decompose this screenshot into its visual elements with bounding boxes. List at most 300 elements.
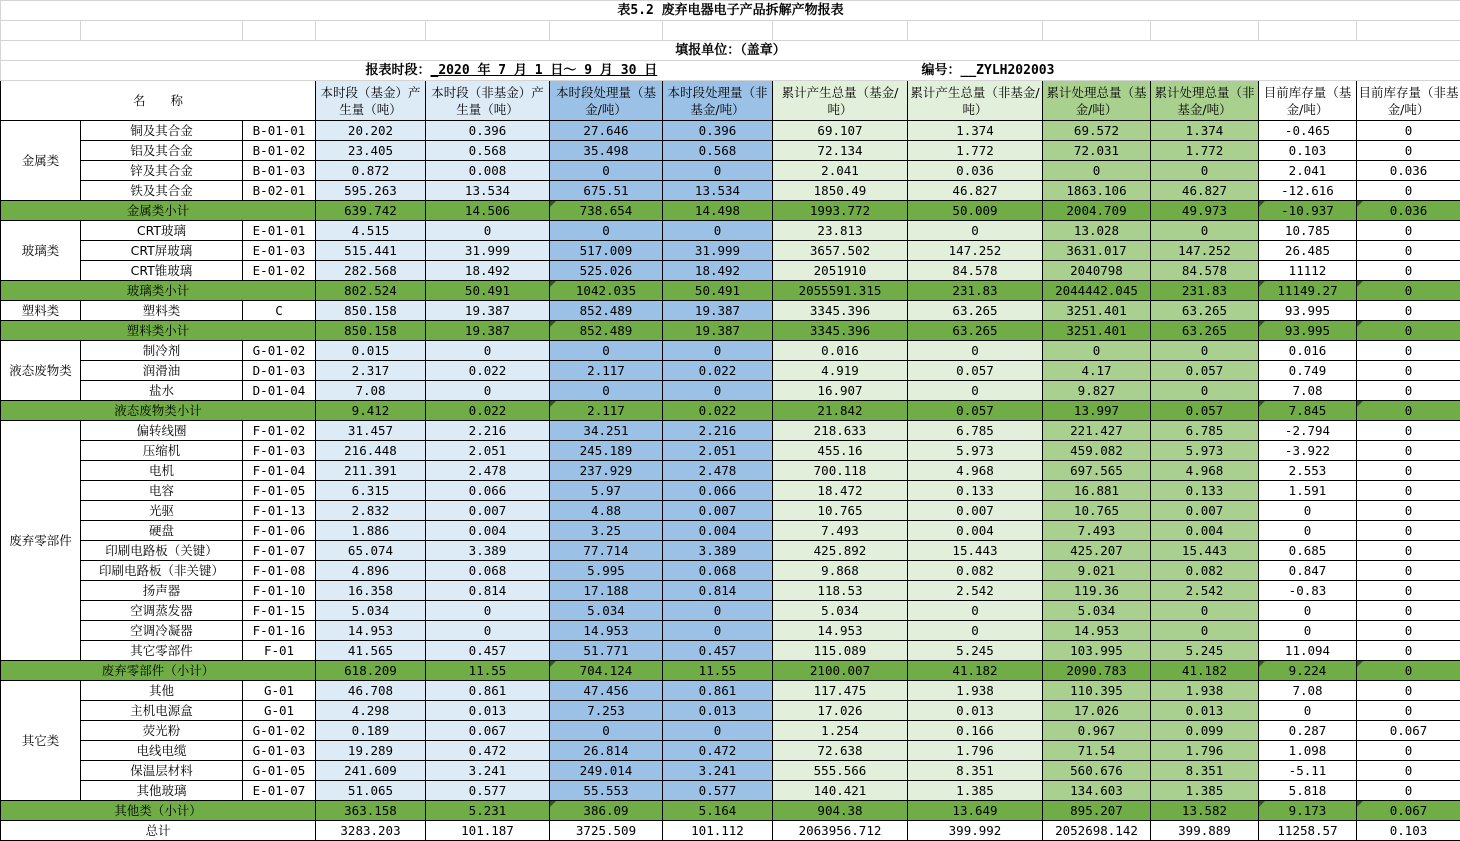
table-row bbox=[1, 301, 1460, 321]
cell-value: 63.265 bbox=[908, 301, 1043, 321]
item-name: 塑料类 bbox=[81, 301, 243, 321]
cell-value: 0 bbox=[1357, 701, 1460, 721]
cell-value: 0.007 bbox=[908, 501, 1043, 521]
cell-value: 7.493 bbox=[1043, 521, 1151, 541]
item-code: F-01-07 bbox=[243, 541, 316, 561]
cell-value: 216.448 bbox=[316, 441, 426, 461]
subtotal-value: 13.649 bbox=[908, 801, 1043, 821]
cell-value: 0.472 bbox=[663, 741, 773, 761]
item-name: 锌及其合金 bbox=[81, 161, 243, 181]
cell-value: 10.785 bbox=[1259, 221, 1357, 241]
cell-value: 2.542 bbox=[908, 581, 1043, 601]
item-name: 荧光粉 bbox=[81, 721, 243, 741]
cell-value: 26.485 bbox=[1259, 241, 1357, 261]
subtotal-value: 63.265 bbox=[1151, 321, 1259, 341]
table-row bbox=[1, 221, 1460, 241]
item-code: G-01-02 bbox=[243, 721, 316, 741]
subtotal-value: 14.506 bbox=[426, 201, 550, 221]
cell-value: 0 bbox=[426, 601, 550, 621]
cell-value: 0 bbox=[426, 221, 550, 241]
item-code: B-02-01 bbox=[243, 181, 316, 201]
item-name: 铝及其合金 bbox=[81, 141, 243, 161]
cell-value: 0 bbox=[1357, 741, 1460, 761]
cell-value: 241.609 bbox=[316, 761, 426, 781]
subtotal-value: 19.387 bbox=[663, 321, 773, 341]
subtotal-label: 液态废物类小计 bbox=[1, 401, 316, 421]
cell-value: 2.832 bbox=[316, 501, 426, 521]
cell-value: 11112 bbox=[1259, 261, 1357, 281]
cell-value: 0.133 bbox=[908, 481, 1043, 501]
cell-value: 0.007 bbox=[1151, 501, 1259, 521]
item-code: F-01 bbox=[243, 641, 316, 661]
subtotal-value: 3251.401 bbox=[1043, 321, 1151, 341]
cell-value: 4.919 bbox=[773, 361, 908, 381]
cell-value: 0.396 bbox=[663, 121, 773, 141]
cell-value: 0 bbox=[663, 381, 773, 401]
subtotal-value: 11.55 bbox=[663, 661, 773, 681]
item-code: E-01-03 bbox=[243, 241, 316, 261]
cell-value: 8.351 bbox=[1151, 761, 1259, 781]
cell-value: 0 bbox=[550, 341, 663, 361]
cell-value: 0 bbox=[1357, 781, 1460, 801]
subtotal-row bbox=[1, 321, 1460, 341]
cell-value: 7.493 bbox=[773, 521, 908, 541]
subtotal-value: 49.973 bbox=[1151, 201, 1259, 221]
subtotal-value: 1993.772 bbox=[773, 201, 908, 221]
cell-value: 84.578 bbox=[1151, 261, 1259, 281]
item-code: F-01-04 bbox=[243, 461, 316, 481]
cell-value: 0 bbox=[1357, 181, 1460, 201]
subtotal-value: 11149.27 bbox=[1259, 281, 1357, 301]
cell-value: 55.553 bbox=[550, 781, 663, 801]
subtotal-label: 玻璃类小计 bbox=[1, 281, 316, 301]
cell-value: 3657.502 bbox=[773, 241, 908, 261]
cell-value: 16.881 bbox=[1043, 481, 1151, 501]
item-code: G-01 bbox=[243, 701, 316, 721]
subtotal-value: 13.997 bbox=[1043, 401, 1151, 421]
cell-value: 675.51 bbox=[550, 181, 663, 201]
subtotal-value: 895.207 bbox=[1043, 801, 1151, 821]
subtotal-value: 2.117 bbox=[550, 401, 663, 421]
cell-value: 13.534 bbox=[663, 181, 773, 201]
item-name: 盐水 bbox=[81, 381, 243, 401]
cell-value: 0.004 bbox=[908, 521, 1043, 541]
table-row bbox=[1, 621, 1460, 641]
table-row bbox=[1, 761, 1460, 781]
total-value: 101.112 bbox=[663, 821, 773, 841]
cell-value: 0 bbox=[663, 721, 773, 741]
cell-value: 0 bbox=[1151, 621, 1259, 641]
cell-value: 237.929 bbox=[550, 461, 663, 481]
cell-value: 0.013 bbox=[1151, 701, 1259, 721]
item-code: G-01-05 bbox=[243, 761, 316, 781]
cell-value: 211.391 bbox=[316, 461, 426, 481]
table-row bbox=[1, 481, 1460, 501]
cell-value: 0.568 bbox=[426, 141, 550, 161]
subtotal-value: 13.582 bbox=[1151, 801, 1259, 821]
cell-value: 0 bbox=[1357, 221, 1460, 241]
table-row bbox=[1, 121, 1460, 141]
item-name: 保温层材料 bbox=[81, 761, 243, 781]
total-row bbox=[1, 821, 1460, 841]
cell-value: 0.068 bbox=[663, 561, 773, 581]
cell-value: 0 bbox=[1357, 141, 1460, 161]
subtotal-value: 0 bbox=[1357, 281, 1460, 301]
subtotal-value: 19.387 bbox=[426, 321, 550, 341]
cell-value: 2.542 bbox=[1151, 581, 1259, 601]
cell-value: -3.922 bbox=[1259, 441, 1357, 461]
item-code: F-01-08 bbox=[243, 561, 316, 581]
item-name: 空调冷凝器 bbox=[81, 621, 243, 641]
cell-value: 0.008 bbox=[426, 161, 550, 181]
item-code: F-01-02 bbox=[243, 421, 316, 441]
cell-value: 18.472 bbox=[773, 481, 908, 501]
cell-value: 0.082 bbox=[1151, 561, 1259, 581]
cell-value: 27.646 bbox=[550, 121, 663, 141]
cell-value: 2.051 bbox=[663, 441, 773, 461]
cell-value: 0 bbox=[1043, 341, 1151, 361]
cell-value: 2.216 bbox=[663, 421, 773, 441]
cell-value: 63.265 bbox=[1151, 301, 1259, 321]
cell-value: 1.772 bbox=[1151, 141, 1259, 161]
cell-value: 850.158 bbox=[316, 301, 426, 321]
header-row bbox=[1, 81, 1460, 121]
cell-value: 0.099 bbox=[1151, 721, 1259, 741]
cell-value: 425.207 bbox=[1043, 541, 1151, 561]
cell-value: 3631.017 bbox=[1043, 241, 1151, 261]
subtotal-value: 852.489 bbox=[550, 321, 663, 341]
cell-value: 0 bbox=[550, 161, 663, 181]
table-row bbox=[1, 181, 1460, 201]
subtotal-value: 0.057 bbox=[908, 401, 1043, 421]
cell-value: 46.827 bbox=[1151, 181, 1259, 201]
cell-value: 0.016 bbox=[1259, 341, 1357, 361]
subtotal-value: 7.845 bbox=[1259, 401, 1357, 421]
cell-value: -0.83 bbox=[1259, 581, 1357, 601]
cell-value: 0 bbox=[1357, 601, 1460, 621]
subtotal-value: 904.38 bbox=[773, 801, 908, 821]
subtotal-value: 50.009 bbox=[908, 201, 1043, 221]
header-col: 本时段处理量（非基金/吨） bbox=[663, 81, 773, 121]
item-name: 扬声器 bbox=[81, 581, 243, 601]
item-code: C bbox=[243, 301, 316, 321]
cell-value: 0.057 bbox=[1151, 361, 1259, 381]
cell-value: 0 bbox=[1357, 681, 1460, 701]
cell-value: 103.995 bbox=[1043, 641, 1151, 661]
cell-value: 3345.396 bbox=[773, 301, 908, 321]
subtotal-row bbox=[1, 661, 1460, 681]
cell-value: 20.202 bbox=[316, 121, 426, 141]
cell-value: 3251.401 bbox=[1043, 301, 1151, 321]
header-col: 本时段处理量（基金/吨） bbox=[550, 81, 663, 121]
item-code: F-01-13 bbox=[243, 501, 316, 521]
cell-value: 41.565 bbox=[316, 641, 426, 661]
cell-value: 9.021 bbox=[1043, 561, 1151, 581]
cell-value: 0.189 bbox=[316, 721, 426, 741]
cell-value: 0 bbox=[908, 621, 1043, 641]
cell-value: 1.385 bbox=[908, 781, 1043, 801]
cell-value: 3.389 bbox=[663, 541, 773, 561]
subtotal-value: 9.412 bbox=[316, 401, 426, 421]
cell-value: 51.065 bbox=[316, 781, 426, 801]
item-code: F-01-06 bbox=[243, 521, 316, 541]
code-value: __ZYLH202003 bbox=[961, 63, 1055, 78]
item-name: 印刷电路板（关键） bbox=[81, 541, 243, 561]
cell-value: 852.489 bbox=[550, 301, 663, 321]
subtotal-value: 9.173 bbox=[1259, 801, 1357, 821]
cell-value: 0.103 bbox=[1259, 141, 1357, 161]
item-name: CRT屏玻璃 bbox=[81, 241, 243, 261]
total-value: 3283.203 bbox=[316, 821, 426, 841]
cell-value: 0.013 bbox=[908, 701, 1043, 721]
cell-value: 19.387 bbox=[663, 301, 773, 321]
item-code: D-01-03 bbox=[243, 361, 316, 381]
table-row bbox=[1, 701, 1460, 721]
cell-value: 0 bbox=[1357, 621, 1460, 641]
cell-value: 5.973 bbox=[908, 441, 1043, 461]
cell-value: 9.868 bbox=[773, 561, 908, 581]
cell-value: 0 bbox=[1151, 381, 1259, 401]
total-value: 101.187 bbox=[426, 821, 550, 841]
subtotal-row bbox=[1, 201, 1460, 221]
group-name: 塑料类 bbox=[1, 301, 81, 321]
subtotal-value: 639.742 bbox=[316, 201, 426, 221]
subtotal-value: 850.158 bbox=[316, 321, 426, 341]
cell-value: 0.067 bbox=[426, 721, 550, 741]
cell-value: 2.478 bbox=[426, 461, 550, 481]
item-name: 电机 bbox=[81, 461, 243, 481]
cell-value: 0 bbox=[1357, 261, 1460, 281]
cell-value: -0.465 bbox=[1259, 121, 1357, 141]
cell-value: 17.026 bbox=[773, 701, 908, 721]
cell-value: 0 bbox=[1357, 501, 1460, 521]
item-name: 电线电缆 bbox=[81, 741, 243, 761]
cell-value: 2.041 bbox=[773, 161, 908, 181]
table-row bbox=[1, 541, 1460, 561]
item-name: 铁及其合金 bbox=[81, 181, 243, 201]
subtotal-value: 0 bbox=[1357, 401, 1460, 421]
subtotal-value: 2090.783 bbox=[1043, 661, 1151, 681]
subtotal-value: 618.209 bbox=[316, 661, 426, 681]
item-name: CRT锥玻璃 bbox=[81, 261, 243, 281]
subtotal-value: 3345.396 bbox=[773, 321, 908, 341]
cell-value: 65.074 bbox=[316, 541, 426, 561]
cell-value: 19.289 bbox=[316, 741, 426, 761]
cell-value: 0.082 bbox=[908, 561, 1043, 581]
subtotal-value: 0.057 bbox=[1151, 401, 1259, 421]
report-period bbox=[316, 61, 908, 81]
cell-value: 0 bbox=[550, 381, 663, 401]
group-name: 玻璃类 bbox=[1, 221, 81, 281]
cell-value: -2.794 bbox=[1259, 421, 1357, 441]
period-value: _2020 年 7 月 1 日～ 9 月 30 日 bbox=[431, 63, 658, 78]
cell-value: 71.54 bbox=[1043, 741, 1151, 761]
cell-value: 7.253 bbox=[550, 701, 663, 721]
cell-value: 0.013 bbox=[663, 701, 773, 721]
cell-value: 0.133 bbox=[1151, 481, 1259, 501]
table-row bbox=[1, 361, 1460, 381]
cell-value: 0.013 bbox=[426, 701, 550, 721]
cell-value: 17.188 bbox=[550, 581, 663, 601]
cell-value: 0.004 bbox=[426, 521, 550, 541]
subtotal-value: 704.124 bbox=[550, 661, 663, 681]
cell-value: 13.534 bbox=[426, 181, 550, 201]
cell-value: 31.999 bbox=[663, 241, 773, 261]
group-name: 其它类 bbox=[1, 681, 81, 801]
table-row bbox=[1, 521, 1460, 541]
cell-value: 595.263 bbox=[316, 181, 426, 201]
cell-value: 5.034 bbox=[550, 601, 663, 621]
cell-value: 525.026 bbox=[550, 261, 663, 281]
cell-value: 0.967 bbox=[1043, 721, 1151, 741]
cell-value: 0 bbox=[663, 341, 773, 361]
cell-value: 0.814 bbox=[663, 581, 773, 601]
cell-value: 0 bbox=[426, 381, 550, 401]
item-name: 主机电源盒 bbox=[81, 701, 243, 721]
subtotal-value: 0.022 bbox=[663, 401, 773, 421]
cell-value: 72.031 bbox=[1043, 141, 1151, 161]
subtotal-value: 50.491 bbox=[426, 281, 550, 301]
table-row bbox=[1, 741, 1460, 761]
cell-value: 0 bbox=[1259, 701, 1357, 721]
header-col: 目前库存量（非基金/吨） bbox=[1357, 81, 1460, 121]
cell-value: 140.421 bbox=[773, 781, 908, 801]
cell-value: 0 bbox=[426, 621, 550, 641]
cell-value: 9.827 bbox=[1043, 381, 1151, 401]
subtotal-label: 金属类小计 bbox=[1, 201, 316, 221]
cell-value: 69.572 bbox=[1043, 121, 1151, 141]
cell-value: 0.861 bbox=[663, 681, 773, 701]
cell-value: 0 bbox=[550, 221, 663, 241]
cell-value: 0 bbox=[663, 161, 773, 181]
cell-value: 1.374 bbox=[908, 121, 1043, 141]
cell-value: 72.134 bbox=[773, 141, 908, 161]
cell-value: 459.082 bbox=[1043, 441, 1151, 461]
cell-value: 1.796 bbox=[1151, 741, 1259, 761]
item-code: F-01-10 bbox=[243, 581, 316, 601]
cell-value: 7.08 bbox=[1259, 681, 1357, 701]
table-row bbox=[1, 421, 1460, 441]
report-code bbox=[908, 61, 1259, 81]
cell-value: 26.814 bbox=[550, 741, 663, 761]
cell-value: 425.892 bbox=[773, 541, 908, 561]
cell-value: 245.189 bbox=[550, 441, 663, 461]
table-row bbox=[1, 561, 1460, 581]
item-name: 电容 bbox=[81, 481, 243, 501]
cell-value: 17.026 bbox=[1043, 701, 1151, 721]
item-name: 其他玻璃 bbox=[81, 781, 243, 801]
cell-value: 0 bbox=[1357, 541, 1460, 561]
cell-value: 8.351 bbox=[908, 761, 1043, 781]
cell-value: 2040798 bbox=[1043, 261, 1151, 281]
cell-value: 2.051 bbox=[426, 441, 550, 461]
cell-value: 0 bbox=[663, 221, 773, 241]
cell-value: 2.117 bbox=[550, 361, 663, 381]
cell-value: 515.441 bbox=[316, 241, 426, 261]
item-code: F-01-03 bbox=[243, 441, 316, 461]
cell-value: 119.36 bbox=[1043, 581, 1151, 601]
item-code: G-01 bbox=[243, 681, 316, 701]
cell-value: 3.241 bbox=[426, 761, 550, 781]
subtotal-value: 231.83 bbox=[908, 281, 1043, 301]
cell-value: 0 bbox=[1357, 461, 1460, 481]
item-name: 润滑油 bbox=[81, 361, 243, 381]
cell-value: 1.886 bbox=[316, 521, 426, 541]
table-row bbox=[1, 261, 1460, 281]
cell-value: 0 bbox=[1151, 221, 1259, 241]
item-code: F-01-15 bbox=[243, 601, 316, 621]
subtotal-value: 41.182 bbox=[1151, 661, 1259, 681]
cell-value: 0 bbox=[908, 221, 1043, 241]
cell-value: 0.568 bbox=[663, 141, 773, 161]
table-row bbox=[1, 581, 1460, 601]
cell-value: 0 bbox=[908, 341, 1043, 361]
cell-value: 0 bbox=[1357, 301, 1460, 321]
cell-value: 5.973 bbox=[1151, 441, 1259, 461]
subtotal-value: 5.164 bbox=[663, 801, 773, 821]
table-row bbox=[1, 501, 1460, 521]
cell-value: 0 bbox=[1357, 761, 1460, 781]
cell-value: 0.685 bbox=[1259, 541, 1357, 561]
cell-value: 0 bbox=[1357, 121, 1460, 141]
table-row bbox=[1, 241, 1460, 261]
cell-value: 2.317 bbox=[316, 361, 426, 381]
cell-value: 6.785 bbox=[908, 421, 1043, 441]
subtotal-value: 21.842 bbox=[773, 401, 908, 421]
cell-value: 11.094 bbox=[1259, 641, 1357, 661]
group-name: 废弃零部件 bbox=[1, 421, 81, 661]
cell-value: 0.004 bbox=[663, 521, 773, 541]
cell-value: 1.098 bbox=[1259, 741, 1357, 761]
cell-value: 4.17 bbox=[1043, 361, 1151, 381]
cell-value: 0.166 bbox=[908, 721, 1043, 741]
item-name: 压缩机 bbox=[81, 441, 243, 461]
item-code: E-01-01 bbox=[243, 221, 316, 241]
total-value: 0.103 bbox=[1357, 821, 1460, 841]
code-label: 编号： bbox=[922, 63, 961, 78]
item-name: 空调蒸发器 bbox=[81, 601, 243, 621]
cell-value: 15.443 bbox=[908, 541, 1043, 561]
item-code: G-01-02 bbox=[243, 341, 316, 361]
cell-value: 0.066 bbox=[663, 481, 773, 501]
header-col: 目前库存量（基金/吨） bbox=[1259, 81, 1357, 121]
cell-value: 0.036 bbox=[908, 161, 1043, 181]
cell-value: 3.25 bbox=[550, 521, 663, 541]
cell-value: 0.457 bbox=[426, 641, 550, 661]
cell-value: 77.714 bbox=[550, 541, 663, 561]
header-col: 累计产生总量（非基金/吨） bbox=[908, 81, 1043, 121]
cell-value: 2.216 bbox=[426, 421, 550, 441]
cell-value: 0 bbox=[1357, 521, 1460, 541]
cell-value: 6.785 bbox=[1151, 421, 1259, 441]
cell-value: 282.568 bbox=[316, 261, 426, 281]
cell-value: 1.254 bbox=[773, 721, 908, 741]
cell-value: 0 bbox=[1259, 521, 1357, 541]
subtotal-value: 11.55 bbox=[426, 661, 550, 681]
cell-value: 0 bbox=[426, 341, 550, 361]
cell-value: 218.633 bbox=[773, 421, 908, 441]
cell-value: 51.771 bbox=[550, 641, 663, 661]
cell-value: 23.405 bbox=[316, 141, 426, 161]
item-name: 光驱 bbox=[81, 501, 243, 521]
cell-value: 517.009 bbox=[550, 241, 663, 261]
cell-value: 0.067 bbox=[1357, 721, 1460, 741]
subtotal-label: 塑料类小计 bbox=[1, 321, 316, 341]
item-name: 其他 bbox=[81, 681, 243, 701]
header-col: 累计处理总量（非基金/吨） bbox=[1151, 81, 1259, 121]
item-code: B-01-03 bbox=[243, 161, 316, 181]
cell-value: 0.007 bbox=[426, 501, 550, 521]
